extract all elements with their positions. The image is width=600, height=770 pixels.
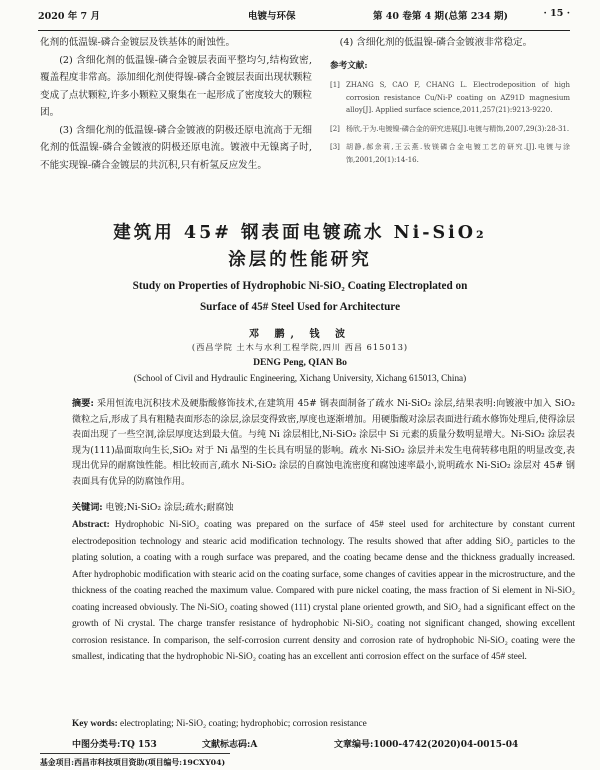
clc-number: 中图分类号:TQ 153 bbox=[72, 740, 157, 750]
references-title: 参考文献: bbox=[330, 60, 368, 71]
abstract-cn bbox=[72, 396, 575, 490]
reference-number: [1] bbox=[330, 81, 340, 89]
conclusion-paragraph: 化剂的低温镍-磷合金镀层及铁基体的耐蚀性。 bbox=[40, 37, 236, 48]
left-column bbox=[40, 34, 312, 174]
reference-item bbox=[330, 141, 570, 166]
title-cn-line: 建筑用 45# 钢表面电镀疏水 Ni-SiO₂ bbox=[113, 223, 487, 243]
running-header bbox=[38, 8, 570, 26]
article-title-cn bbox=[0, 220, 600, 274]
header-journal: 电镀与环保 bbox=[248, 11, 296, 22]
authors-en: DENG Peng, QIAN Bo bbox=[253, 357, 347, 368]
footnote-rule bbox=[40, 753, 230, 754]
keywords-cn-text: 电镀;Ni-SiO₂ 涂层;疏水;耐腐蚀 bbox=[105, 503, 234, 513]
abstract-en bbox=[72, 517, 575, 666]
reference-number: [3] bbox=[330, 143, 340, 151]
abstract-cn-label: 摘要: bbox=[72, 398, 94, 409]
right-column bbox=[330, 34, 570, 172]
reference-number: [2] bbox=[330, 124, 340, 133]
article-number: 文章编号:1000-4742(2020)04-0015-04 bbox=[334, 740, 519, 750]
title-en-line: Surface of 45# Steel Used for Architecture bbox=[199, 301, 401, 313]
keywords-en-text: electroplating; Ni-SiO₂ coating; hydrophobic; corrosion resistance bbox=[120, 719, 367, 729]
funding-footnote: 基金项目:西昌市科技项目资助(项目编号:19CXY04) bbox=[40, 758, 226, 767]
keywords-en-label: Key words: bbox=[72, 719, 118, 729]
conclusion-paragraph: (4) 含细化剂的低温镍-磷合金镀液非常稳定。 bbox=[339, 37, 533, 48]
header-rule bbox=[38, 30, 570, 31]
reference-text: 胡静,郝余莉,王云燕.钕镁磷合金电镀工艺的研究.[J].电镀与涂饰,2001,20(1):14-16. bbox=[346, 143, 570, 164]
reference-text: ZHANG S, CAO F, CHANG L. Electrodeposition of high corrosion resistance Cu/Ni-P coating on AZ91D magnesium alloy[J]. Applied surface science,2011,257(21):9213-9220. bbox=[346, 81, 570, 114]
title-en-line: Study on Properties of Hydrophobic Ni-SiO₂ Coating Electroplated on bbox=[132, 280, 468, 292]
header-date: 2020 年 7 月 bbox=[38, 11, 100, 22]
title-cn-line: 涂层的性能研究 bbox=[228, 250, 372, 270]
affiliation-en: (School of Civil and Hydraulic Engineering, Xichang University, Xichang 615013, China) bbox=[133, 373, 467, 383]
keywords-cn bbox=[72, 500, 575, 513]
header-page-number: · 15 · bbox=[543, 8, 570, 19]
reference-text: 杨欣,于为.电镀镍-磷合金的研究进展[J].电镀与精饰,2007,29(3):28-31. bbox=[346, 124, 570, 133]
affiliation-cn: (西昌学院 土木与水利工程学院,四川 西昌 615013) bbox=[191, 342, 409, 352]
abstract-en-label: Abstract: bbox=[72, 520, 110, 530]
keywords-en bbox=[72, 719, 575, 729]
article-title-en bbox=[0, 276, 600, 318]
authors-cn: 邓 鹏, 钱 波 bbox=[249, 329, 351, 340]
abstract-en-text: Hydrophobic Ni-SiO₂ coating was prepared on the surface of 45# steel used for architecture by constant current electrodeposition technology and stearic acid modification technology. The results showed that after adding SiO₂ particles to the plating solution, a coating with a rough surface was prepared, and the coating became dense and the thickness gradually increased. After hydrophobic modification with stearic acid on the coating surface, some changes of cavities appear in the microstructure, and the thickness of the coating reached the maximum value. Compared with pure nickel coating, the mass fraction of Si element in Ni-SiO₂ coating increased obviously. The Ni-SiO₂ coating showed (111) crystal plane oriented growth, and SiO₂ had a significant effect on the growth of Ni crystal. The charge transfer resistance of hydrophobic Ni-SiO₂ coating not significant changed, showing excellent corrosion resistance. In comparison, the self-corrosion current density and corrosion rate of hydrophobic Ni-SiO₂ coating were the smallest, indicating that the hydrophobic Ni-SiO₂ coating has an excellent anti corrosion effect on the surface of 45# steel. bbox=[72, 520, 576, 662]
reference-item bbox=[330, 123, 570, 136]
conclusion-paragraph: (3) 含细化剂的低温镍-磷合金镀液的阴极还原电流高于无细化剂的低温镍-磷合金镀液的阴极还原电流。镀液中无镍离子时,不能实现镍-磷合金镀层的共沉积,只有析氢反应发生。 bbox=[40, 124, 312, 171]
header-issue: 第 40 卷第 4 期(总第 234 期) bbox=[373, 11, 508, 22]
keywords-cn-label: 关键词: bbox=[72, 502, 103, 513]
reference-item bbox=[330, 79, 570, 117]
document-code: 文献标志码:A bbox=[202, 740, 258, 750]
conclusion-paragraph: (2) 含细化剂的低温镍-磷合金镀层表面平整均匀,结构致密,覆盖程度非常高。添加细化剂使得镍-磷合金镀层表面出现状颗粒变成了点状颗粒,许多小颗粒又聚集在一起形成了密度较大的颗粒团。 bbox=[40, 54, 312, 118]
abstract-cn-text: 采用恒流电沉积技术及硬脂酸修饰技术,在建筑用 45# 钢表面制备了疏水 Ni-SiO₂ 涂层,结果表明:向镀液中加入 SiO₂ 微粒之后,形成了具有粗糙表面形态的涂层,涂层变得致密,厚度也逐渐增加。用硬脂酸对涂层表面进行疏水修饰处理后,使得涂层表面出现了一些空洞,涂层厚度达到最大值。与纯 Ni 涂层相比,Ni-SiO₂ 涂层中 Si 元素的质量分数明显增大。Ni-SiO₂ 涂层表现为(111)晶面取向生长,SiO₂ 对于 Ni 晶型的生长具有明显的影响。疏水 Ni-SiO₂ 涂层并未发生电荷转移电阻的明显改变,表现出优异的耐腐蚀性能。相比较而言,疏水 Ni-SiO₂ 涂层的自腐蚀电流密度和腐蚀速率最小,说明疏水 Ni-SiO₂ 涂层对 45# 钢表面具有优异的防腐蚀作用。 bbox=[72, 399, 575, 487]
